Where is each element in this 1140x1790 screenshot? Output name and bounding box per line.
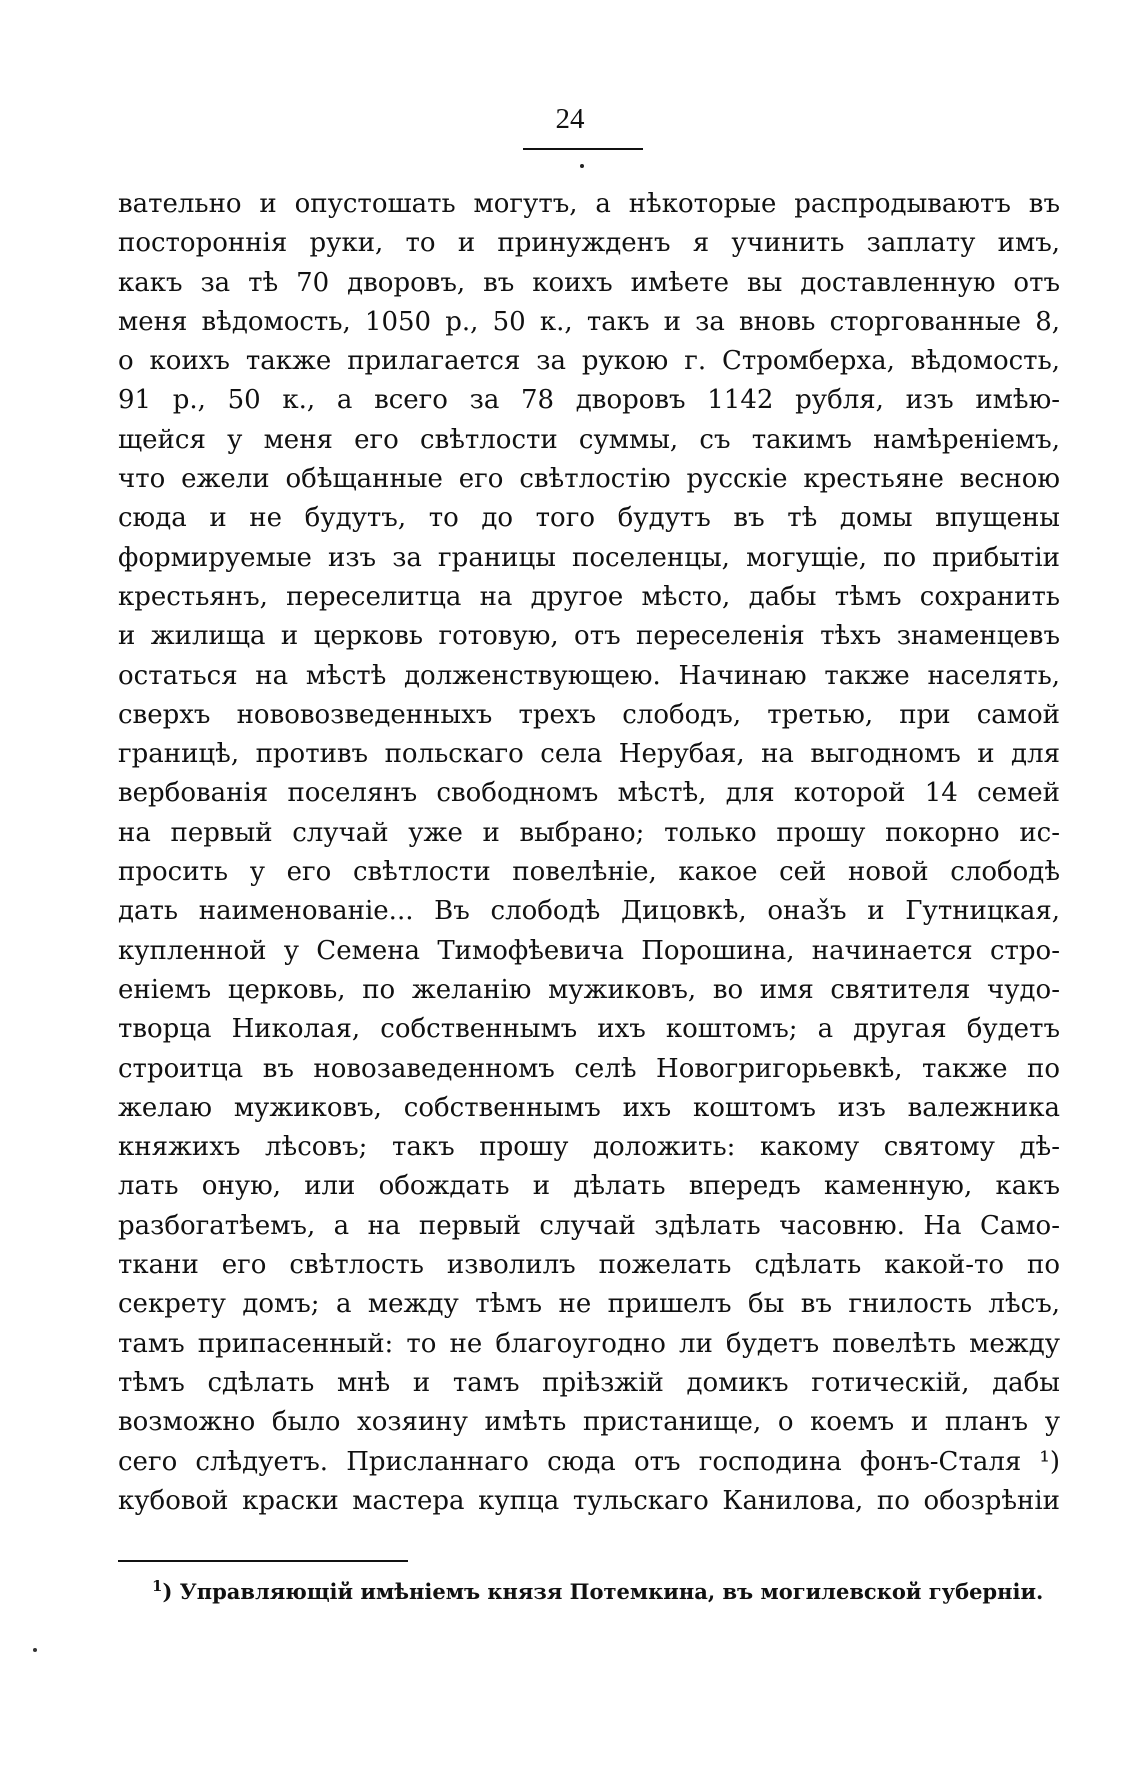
text-line: желаю мужиковъ, собственнымъ ихъ коштомъ изъ валежника <box>118 1092 1060 1123</box>
text-line: крестьянъ, переселитца на другое мѣсто, дабы тѣмъ сохранить <box>118 581 1060 612</box>
text-line: тамъ припасенный: то не благоугодно ли будетъ повелѣть между <box>118 1328 1060 1359</box>
text-line: тѣмъ сдѣлать мнѣ и тамъ пріѣзжій домикъ готическій, дабы <box>118 1367 1060 1398</box>
text-line: разбогатѣемъ, а на первый случай здѣлать часовню. На Само- <box>118 1210 1060 1241</box>
footnote <box>152 1568 1056 1610</box>
text-line: княжихъ лѣсовъ; такъ прошу доложить: какому святому дѣ- <box>118 1132 1060 1163</box>
text-line: формируемые изъ за границы поселенцы, могущіе, по прибытіи <box>118 542 1060 573</box>
page-number: 24 <box>555 103 585 135</box>
text-line: постороннія руки, то и принужденъ я учинить заплату имъ, <box>118 228 1060 259</box>
text-line: остаться на мѣстѣ долженствующею. Начинаю также населять, <box>118 660 1060 691</box>
text-line: сюда и не будутъ, то до того будутъ въ тѣ домы впущены <box>118 503 1060 534</box>
text-line: о коихъ также прилагается за рукою г. Стромберха, вѣдомость, <box>118 346 1060 377</box>
page-number-rule <box>523 148 643 150</box>
body-text <box>118 185 1060 1521</box>
text-line: сверхъ нововозведенныхъ трехъ слободъ, третью, при самой <box>118 699 1060 730</box>
text-line: щейся у меня его свѣтлости суммы, съ такимъ намѣреніемъ, <box>118 424 1060 455</box>
text-line: вербованія поселянъ свободномъ мѣстѣ, для которой 14 семей <box>118 778 1060 809</box>
text-line: что ежели обѣщанные его свѣтлостію русскіе крестьяне весною <box>118 464 1060 495</box>
text-line: какъ за тѣ 70 дворовъ, въ коихъ имѣете вы доставленную отъ <box>118 267 1060 298</box>
footnote-text: ) Управляющій имѣніемъ князя Потемкина, въ могилевской губерніи. <box>162 1579 1044 1604</box>
rule-dot <box>580 164 584 168</box>
stray-dot <box>33 1648 37 1652</box>
text-line: вательно и опустошать могутъ, а нѣкоторые распродываютъ въ <box>118 189 1060 219</box>
text-line: 91 р., 50 к., а всего за 78 дворовъ 1142 рубля, изъ имѣю- <box>118 385 1060 416</box>
text-line: меня вѣдомость, 1050 р., 50 к., такъ и за вновь сторгованные 8, <box>118 306 1060 337</box>
footnote-rule <box>118 1560 408 1562</box>
text-line: лать оную, или обождать и дѣлать впередъ каменную, какъ <box>118 1171 1060 1202</box>
text-line: возможно было хозяину имѣть пристанище, о коемъ и планъ у <box>118 1407 1060 1438</box>
text-line: купленной у Семена Тимофѣевича Порошина, начинается стро- <box>118 935 1060 966</box>
text-line: ткани его свѣтлость изволилъ пожелать сдѣлать какой-то по <box>118 1250 1060 1281</box>
text-line: кубовой краски мастера купца тульскаго Канилова, по обозрѣніи <box>118 1485 1060 1516</box>
text-line: дать наименованіе... Въ слободѣ Дицовкѣ, оназ̌ъ и Гутницкая, <box>118 896 1060 927</box>
text-line: строитца въ новозаведенномъ селѣ Новогригорьевкѣ, также по <box>118 1053 1060 1084</box>
footnote-marker: 1 <box>152 1577 163 1595</box>
text-line: границѣ, противъ польскаго села Нерубая, на выгодномъ и для <box>118 739 1060 770</box>
text-line: еніемъ церковь, по желанію мужиковъ, во имя святителя чудо- <box>118 974 1060 1005</box>
text-line: сего слѣдуетъ. Присланнаго сюда отъ господина фонъ-Сталя ¹) <box>118 1446 1060 1477</box>
text-line: на первый случай уже и выбрано; только прошу покорно ис- <box>118 817 1060 848</box>
text-line: и жилища и церковь готовую, отъ переселенія тѣхъ знаменцевъ <box>118 621 1060 652</box>
text-line: просить у его свѣтлости повелѣніе, какое сей новой слободѣ <box>118 857 1060 888</box>
text-line: секрету домъ; а между тѣмъ не пришелъ бы въ гнилость лѣсъ, <box>118 1289 1060 1320</box>
text-line: творца Николая, собственнымъ ихъ коштомъ; а другая будетъ <box>118 1014 1060 1045</box>
